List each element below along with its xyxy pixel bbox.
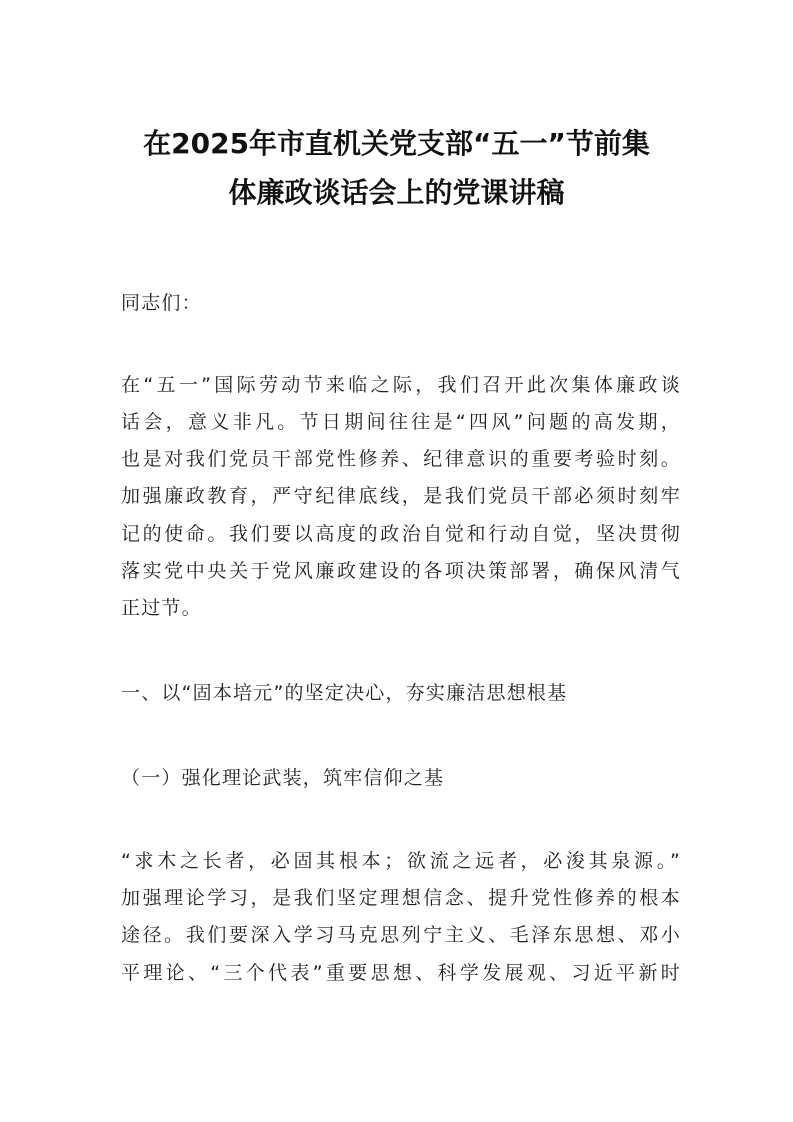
subsection-heading: （一）强化理论武装，筑牢信仰之基 <box>121 767 445 789</box>
document-title-line-1: 在2025年市直机关党支部“五一”节前集 <box>143 127 650 160</box>
section-heading: 一、以“固本培元”的坚定决心，夯实廉洁思想根基 <box>121 682 568 704</box>
body-line: 加强理论学习，是我们坚定理想信念、提升党性修养的根本 <box>121 887 681 909</box>
body-line: 平理论、“三个代表”重要思想、科学发展观、习近平新时 <box>121 962 681 984</box>
intro-line: 在“五一”国际劳动节来临之际，我们召开此次集体廉政谈 <box>121 374 681 396</box>
salutation: 同志们： <box>121 292 202 314</box>
body-line: “求木之长者，必固其根本；欲流之远者，必浚其泉源。” <box>121 850 681 872</box>
intro-line: 落实党中央关于党风廉政建设的各项决策部署，确保风清气 <box>121 560 681 582</box>
intro-line: 也是对我们党员干部党性修养、纪律意识的重要考验时刻。 <box>121 448 681 470</box>
body-line: 途径。我们要深入学习马克思列宁主义、毛泽东思想、邓小 <box>121 924 681 946</box>
intro-line: 加强廉政教育，严守纪律底线，是我们党员干部必须时刻牢 <box>121 485 681 507</box>
intro-line: 正过节。 <box>121 597 202 619</box>
intro-line: 话会，意义非凡。节日期间往往是“四风”问题的高发期， <box>121 411 681 433</box>
document-title-line-2: 体廉政谈话会上的党课讲稿 <box>228 176 565 209</box>
intro-line: 记的使命。我们要以高度的政治自觉和行动自觉，坚决贯彻 <box>121 523 681 545</box>
